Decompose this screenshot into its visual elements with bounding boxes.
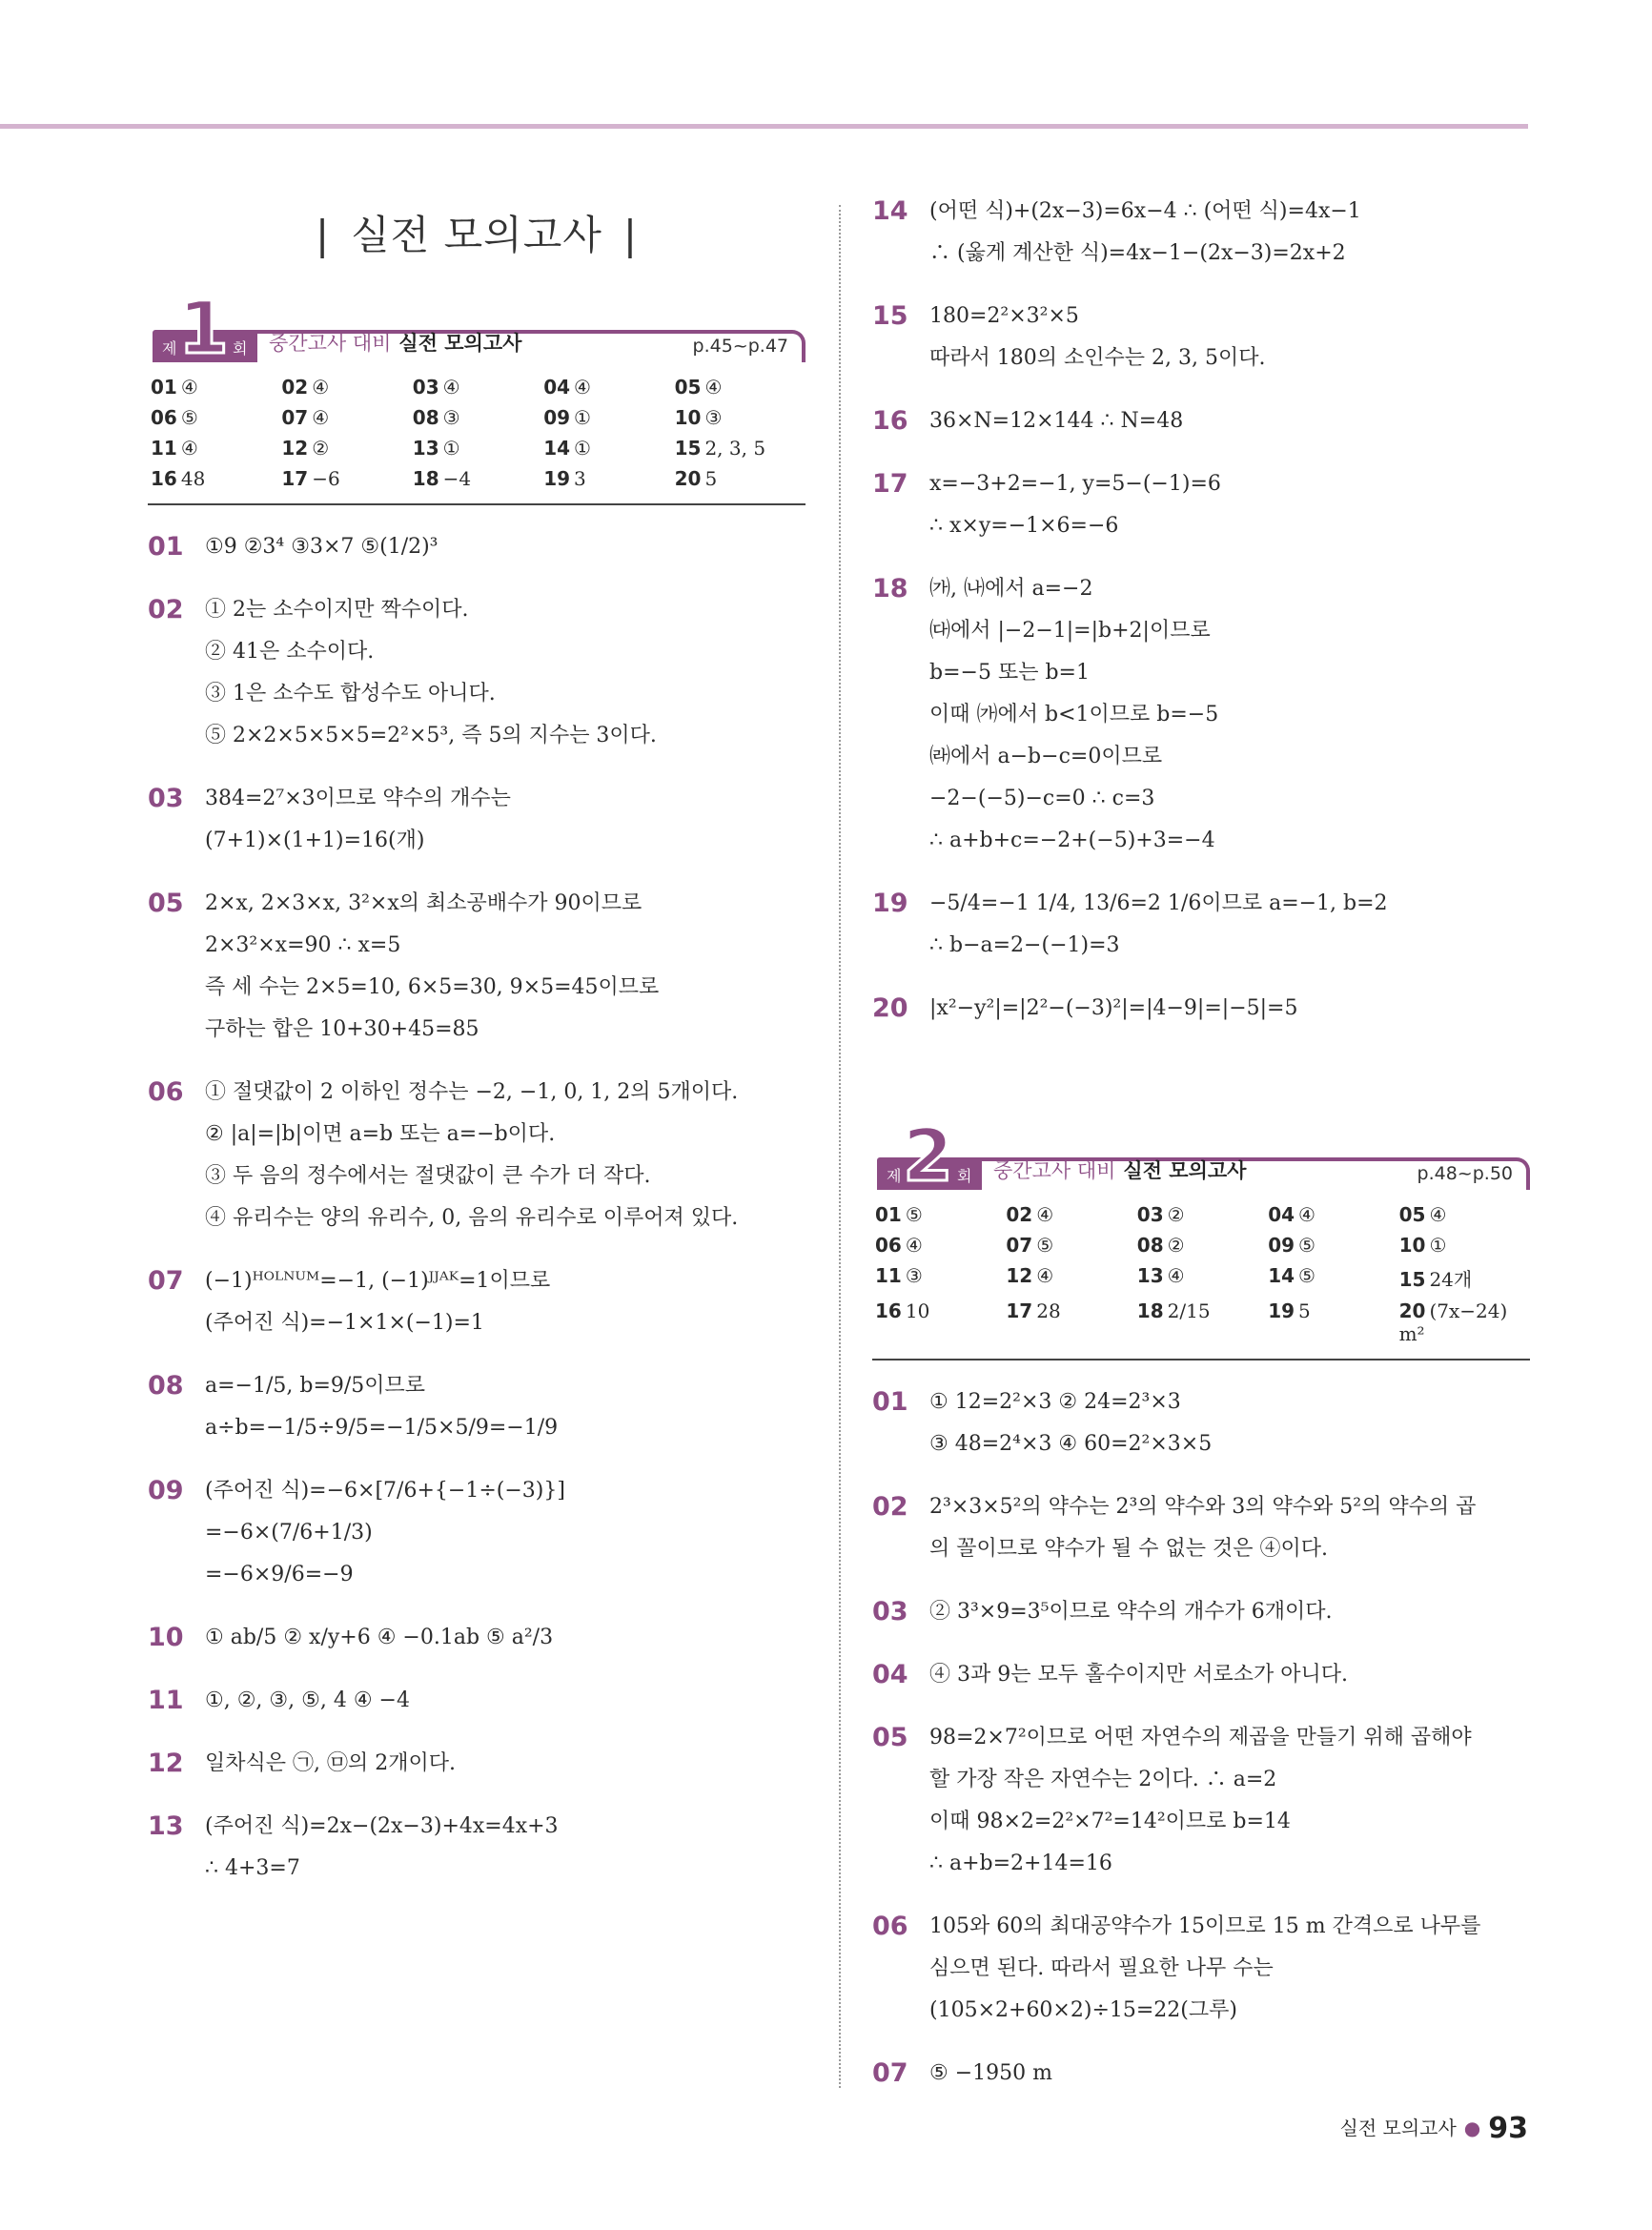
solution-line: 구하는 합은 10+30+45=85 [205, 1017, 479, 1041]
solution-line: (105×2+60×2)÷15=22(그루) [929, 1998, 1237, 2022]
round-1-banner: 1 제 회 중간고사 대비 실전 모의고사 p.45~p.47 [153, 307, 806, 362]
answer-cell [675, 376, 806, 399]
answer-value: ④ [180, 376, 198, 399]
solution-line: b=−5 또는 b=1 [929, 661, 1090, 685]
answer-value: ④ [574, 376, 591, 399]
top-rule [0, 124, 1528, 129]
answer-number: 15 [1398, 1268, 1426, 1291]
solution-line: 384=2⁷×3이므로 약수의 개수는 [205, 787, 511, 810]
answer-cell [1268, 1299, 1398, 1345]
answer-value: ③ [442, 406, 460, 429]
solution-line: 2×3²×x=90 ∴ x=5 [205, 933, 401, 957]
solution-line: ② |a|=|b|이면 a=b 또는 a=−b이다. [205, 1122, 556, 1146]
answer-cell [151, 376, 281, 399]
answer-value: ② [1167, 1203, 1185, 1226]
answer-value: ⑤ [1298, 1234, 1315, 1257]
solution-number: 08 [148, 1371, 184, 1401]
answer-grid-round-1 [148, 362, 806, 505]
answer-cell [1268, 1264, 1398, 1292]
solution-line: ① 12=2²×3 ② 24=2³×3 [929, 1390, 1181, 1414]
answer-value: ⑤ [180, 406, 198, 429]
answer-number: 18 [1136, 1299, 1164, 1322]
solution-number: 12 [148, 1749, 184, 1778]
answer-value: ⑤ [1298, 1264, 1315, 1287]
solution-line: ③ 48=2⁴×3 ④ 60=2²×3×5 [929, 1432, 1213, 1456]
solution-line: ∴ x×y=−1×6=−6 [929, 514, 1119, 538]
answer-number: 16 [151, 467, 177, 490]
answer-cell [1399, 1203, 1530, 1226]
answer-value: ④ [704, 376, 723, 399]
solution-line: 98=2×7²이므로 어떤 자연수의 제곱을 만들기 위해 곱해야 [929, 1726, 1472, 1749]
answer-number: 09 [543, 406, 571, 429]
solution-number: 02 [872, 1492, 908, 1522]
solution-line: a=−1/5, b=9/5이므로 [205, 1374, 426, 1398]
solution-item [872, 883, 1530, 967]
solution-line: 2³×3×5²의 약수는 2³의 약수와 3의 약수와 5²의 약수의 곱 [929, 1495, 1477, 1519]
answer-value: 28 [1036, 1299, 1061, 1322]
answer-cell [543, 437, 674, 460]
solution-item [148, 883, 806, 1051]
solution-item [872, 463, 1530, 547]
solutions-round-2 [872, 1381, 1530, 2095]
answer-number: 12 [1006, 1264, 1033, 1287]
solution-item [872, 296, 1530, 379]
answer-cell [281, 437, 412, 460]
solution-line: (주어진 식)=2x−(2x−3)+4x=4x+3 [205, 1814, 559, 1838]
solution-line: (주어진 식)=−6×[7/6+{−1÷(−3)}] [205, 1479, 565, 1503]
page-footer [1340, 2112, 1528, 2145]
answer-number: 08 [412, 406, 439, 429]
solution-line: ⑤ 2×2×5×5×5=2²×5³, 즉 5의 지수는 3이다. [205, 724, 657, 747]
answer-value: ④ [1429, 1203, 1447, 1226]
solution-item [872, 191, 1530, 275]
solution-number: 06 [872, 1912, 908, 1941]
solution-number: 20 [872, 993, 908, 1023]
column-divider [839, 205, 841, 2088]
solution-line: ④ 유리수는 양의 유리수, 0, 음의 유리수로 이루어져 있다. [205, 1206, 739, 1230]
solution-line: ② 41은 소수이다. [205, 640, 375, 664]
solution-line: |x²−y²|=|2²−(−3)²|=|4−9|=|−5|=5 [929, 996, 1298, 1020]
solution-number: 13 [148, 1811, 184, 1841]
solution-item [148, 1260, 806, 1344]
answer-number: 19 [543, 467, 571, 490]
answer-value: ③ [704, 406, 723, 429]
answer-value: 24개 [1429, 1268, 1473, 1291]
answer-value: ① [1429, 1234, 1447, 1257]
answer-number: 17 [281, 467, 309, 490]
answer-number: 19 [1268, 1299, 1295, 1322]
answer-number: 08 [1136, 1234, 1164, 1257]
solution-number: 16 [872, 406, 908, 436]
solution-number: 01 [872, 1387, 908, 1417]
page-title-text: 실전 모의고사 [351, 212, 602, 258]
answer-cell [675, 437, 806, 460]
solution-item [148, 526, 806, 568]
solution-line: x=−3+2=−1, y=5−(−1)=6 [929, 472, 1221, 496]
answer-value: ① [574, 437, 591, 460]
solution-line: =−6×(7/6+1/3) [205, 1521, 373, 1545]
solution-line: ∴ 4+3=7 [205, 1856, 300, 1880]
solution-line: ③ 두 음의 정수에서는 절댓값이 큰 수가 더 작다. [205, 1164, 651, 1188]
answer-value: 2/15 [1167, 1299, 1211, 1322]
solution-item [148, 778, 806, 862]
answer-cell [875, 1203, 1006, 1226]
answer-value: 48 [180, 467, 206, 490]
solution-number: 05 [148, 889, 184, 918]
solution-item [872, 1654, 1530, 1696]
solution-number: 03 [148, 784, 184, 813]
answer-value: ① [442, 437, 460, 460]
answer-number: 10 [1398, 1234, 1426, 1257]
solution-item [872, 568, 1530, 862]
answer-cell [875, 1299, 1006, 1345]
answer-cell [875, 1234, 1006, 1257]
answer-number: 15 [674, 437, 702, 460]
page-title: | 실전 모의고사 | [315, 212, 639, 258]
solution-line: ③ 1은 소수도 합성수도 아니다. [205, 682, 496, 706]
solution-line: =−6×9/6=−9 [205, 1563, 354, 1586]
solution-line: 이때 ㈎에서 b<1이므로 b=−5 [929, 703, 1219, 726]
answer-value: 2, 3, 5 [704, 437, 766, 460]
solution-number: 14 [872, 196, 908, 226]
solution-line: 2×x, 2×3×x, 3²×x의 최소공배수가 90이므로 [205, 891, 642, 915]
solution-item [872, 1381, 1530, 1465]
round-number: 2 [903, 1113, 953, 1197]
answer-number: 10 [674, 406, 702, 429]
answer-number: 02 [281, 376, 309, 399]
solution-item [148, 1365, 806, 1449]
solution-number: 17 [872, 469, 908, 499]
answer-cell [875, 1264, 1006, 1292]
answer-cell [1137, 1264, 1268, 1292]
answer-cell [151, 406, 281, 429]
left-column [148, 191, 806, 1911]
solution-line: ∴ (옳게 계산한 식)=4x−1−(2x−3)=2x+2 [929, 241, 1346, 265]
answer-number: 01 [151, 376, 177, 399]
answer-cell [281, 376, 412, 399]
solution-line: ② 3³×9=3⁵이므로 약수의 개수가 6개이다. [929, 1600, 1333, 1624]
answer-number: 17 [1006, 1299, 1033, 1322]
solution-number: 06 [148, 1077, 184, 1107]
page-number: 93 [1488, 2112, 1528, 2145]
solution-number: 05 [872, 1723, 908, 1752]
answer-cell [1006, 1299, 1136, 1345]
answer-value: ④ [1036, 1203, 1054, 1226]
answer-value: −4 [442, 467, 472, 490]
answer-cell [413, 406, 543, 429]
answer-cell [1137, 1299, 1268, 1345]
answer-cell [413, 467, 543, 490]
page-range: p.48~p.50 [1417, 1163, 1513, 1184]
answer-cell [1399, 1299, 1530, 1345]
solution-line: −5/4=−1 1/4, 13/6=2 1/6이므로 a=−1, b=2 [929, 891, 1388, 915]
answer-value: ④ [1036, 1264, 1054, 1287]
solution-number: 01 [148, 532, 184, 562]
solution-line: 105와 60의 최대공약수가 15이므로 15 m 간격으로 나무를 [929, 1914, 1481, 1938]
answer-value: ④ [1298, 1203, 1315, 1226]
answer-cell [675, 406, 806, 429]
answer-number: 03 [1136, 1203, 1164, 1226]
solution-item [872, 1486, 1530, 1570]
solution-item [148, 1617, 806, 1659]
solution-number: 11 [148, 1686, 184, 1715]
answer-cell [151, 467, 281, 490]
solution-item [872, 1591, 1530, 1633]
answer-cell [543, 376, 674, 399]
solution-item [872, 400, 1530, 442]
solution-line: 일차식은 ㉠, ㉤의 2개이다. [205, 1751, 456, 1775]
solution-item [872, 1906, 1530, 2032]
answer-value: ④ [312, 406, 330, 429]
solution-number: 09 [148, 1476, 184, 1505]
answer-value: −6 [312, 467, 340, 490]
answer-number: 09 [1268, 1234, 1295, 1257]
answer-grid-round-2 [872, 1190, 1530, 1361]
answer-number: 16 [875, 1299, 902, 1322]
bullet-icon: ● [1463, 2117, 1481, 2139]
answer-number: 12 [281, 437, 309, 460]
answer-cell [151, 437, 281, 460]
solution-line: −2−(−5)−c=0 ∴ c=3 [929, 787, 1155, 810]
answer-number: 07 [281, 406, 309, 429]
footer-label: 실전 모의고사 [1339, 2117, 1457, 2139]
round-2-banner: 2 제 회 중간고사 대비 실전 모의고사 p.48~p.50 [877, 1135, 1530, 1190]
solution-line: ㈐에서 |−2−1|=|b+2|이므로 [929, 619, 1211, 643]
answer-cell [1006, 1203, 1136, 1226]
solution-line: 심으면 된다. 따라서 필요한 나무 수는 [929, 1956, 1274, 1980]
solution-line: ∴ b−a=2−(−1)=3 [929, 933, 1120, 957]
answer-number: 13 [412, 437, 439, 460]
solution-item [148, 1072, 806, 1239]
answer-value: ④ [1167, 1264, 1185, 1287]
answer-cell [1268, 1203, 1398, 1226]
solution-number: 18 [872, 574, 908, 604]
page-range: p.45~p.47 [692, 336, 788, 357]
answer-cell [543, 406, 674, 429]
answer-cell [1006, 1264, 1136, 1292]
solution-line: ①, ②, ③, ⑤, 4 ④ −4 [205, 1688, 410, 1712]
solutions-round-1-left [148, 526, 806, 1890]
answer-number: 11 [875, 1264, 902, 1287]
round-number: 1 [178, 285, 229, 370]
answer-cell [675, 467, 806, 490]
solution-line: ⑤ −1950 m [929, 2061, 1052, 2085]
answer-value: (7x−24) m² [1398, 1299, 1508, 1345]
answer-value: ② [312, 437, 330, 460]
solution-line: ∴ a+b+c=−2+(−5)+3=−4 [929, 829, 1215, 852]
solution-item [148, 589, 806, 757]
solution-line: 180=2²×3²×5 [929, 304, 1079, 328]
answer-value: ⑤ [1036, 1234, 1054, 1257]
solution-item [148, 1470, 806, 1596]
answer-number: 18 [412, 467, 439, 490]
solution-item [148, 1743, 806, 1785]
answer-value: 10 [905, 1299, 930, 1322]
solution-item [872, 2053, 1530, 2095]
answer-number: 20 [1398, 1299, 1426, 1322]
answer-cell [1399, 1234, 1530, 1257]
answer-number: 06 [151, 406, 177, 429]
answer-cell [281, 406, 412, 429]
solution-number: 19 [872, 889, 908, 918]
answer-number: 06 [875, 1234, 902, 1257]
solution-line: 이때 98×2=2²×7²=14²이므로 b=14 [929, 1810, 1291, 1833]
answer-number: 01 [875, 1203, 902, 1226]
solution-line: 의 꼴이므로 약수가 될 수 없는 것은 ④이다. [929, 1537, 1328, 1561]
answer-number: 04 [1268, 1203, 1295, 1226]
solutions-round-1-right [872, 191, 1530, 1030]
solution-line: ∴ a+b=2+14=16 [929, 1852, 1112, 1875]
solution-line: 36×N=12×144 ∴ N=48 [929, 409, 1184, 433]
answer-value: 5 [1298, 1299, 1311, 1322]
answer-cell [1137, 1234, 1268, 1257]
answer-number: 14 [1268, 1264, 1295, 1287]
answer-number: 20 [674, 467, 702, 490]
answer-value: ④ [442, 376, 460, 399]
solution-number: 10 [148, 1623, 184, 1652]
solution-line: 할 가장 작은 자연수는 2이다. ∴ a=2 [929, 1768, 1277, 1791]
solution-line: a÷b=−1/5÷9/5=−1/5×5/9=−1/9 [205, 1416, 559, 1440]
solution-item [148, 1806, 806, 1890]
answer-value: ④ [905, 1234, 923, 1257]
solution-line: ① 2는 소수이지만 짝수이다. [205, 598, 469, 622]
answer-cell [1268, 1234, 1398, 1257]
solution-line: 즉 세 수는 2×5=10, 6×5=30, 9×5=45이므로 [205, 975, 660, 999]
solution-line: ㈎, ㈏에서 a=−2 [929, 577, 1093, 601]
answer-cell [543, 467, 674, 490]
solution-line: ④ 3과 9는 모두 홀수이지만 서로소가 아니다. [929, 1663, 1348, 1687]
answer-cell [1399, 1264, 1530, 1292]
answer-cell [1006, 1234, 1136, 1257]
solution-item [872, 1717, 1530, 1885]
answer-number: 04 [543, 376, 571, 399]
answer-value: 3 [574, 467, 586, 490]
solution-line: ㈑에서 a−b−c=0이므로 [929, 745, 1163, 768]
answer-number: 05 [674, 376, 702, 399]
solution-line: ① ab/5 ② x/y+6 ④ −0.1ab ⑤ a²/3 [205, 1626, 554, 1649]
solution-number: 07 [872, 2058, 908, 2088]
solution-item [872, 988, 1530, 1030]
solution-number: 02 [148, 595, 184, 624]
answer-value: ③ [905, 1264, 923, 1287]
answer-number: 11 [151, 437, 177, 460]
answer-cell [281, 467, 412, 490]
answer-value: ④ [312, 376, 330, 399]
right-column [872, 191, 1530, 2116]
solution-line: 따라서 180의 소인수는 2, 3, 5이다. [929, 346, 1266, 370]
answer-number: 03 [412, 376, 439, 399]
solution-line: (어떤 식)+(2x−3)=6x−4 ∴ (어떤 식)=4x−1 [929, 199, 1361, 223]
answer-value: 5 [704, 467, 718, 490]
answer-value: ① [574, 406, 591, 429]
answer-value: ② [1167, 1234, 1185, 1257]
solution-number: 07 [148, 1266, 184, 1296]
answer-cell [413, 437, 543, 460]
solution-line: (−1)ᴴᴼᴸᴺᵁᴹ=−1, (−1)ᴶᴶᴬᴷ=1이므로 [205, 1269, 551, 1293]
solution-number: 04 [872, 1660, 908, 1689]
solution-item [148, 1680, 806, 1722]
solution-number: 03 [872, 1597, 908, 1626]
solution-line: ①9 ②3⁴ ③3×7 ⑤(1/2)³ [205, 535, 438, 559]
answer-cell [413, 376, 543, 399]
answer-number: 05 [1398, 1203, 1426, 1226]
answer-number: 02 [1006, 1203, 1033, 1226]
answer-number: 13 [1136, 1264, 1164, 1287]
answer-value: ④ [180, 437, 198, 460]
answer-number: 07 [1006, 1234, 1033, 1257]
answer-value: ⑤ [905, 1203, 923, 1226]
solution-number: 15 [872, 301, 908, 331]
solution-line: ① 절댓값이 2 이하인 정수는 −2, −1, 0, 1, 2의 5개이다. [205, 1080, 739, 1104]
answer-cell [1137, 1203, 1268, 1226]
solution-line: (7+1)×(1+1)=16(개) [205, 829, 425, 852]
solution-line: (주어진 식)=−1×1×(−1)=1 [205, 1311, 484, 1335]
answer-number: 14 [543, 437, 571, 460]
